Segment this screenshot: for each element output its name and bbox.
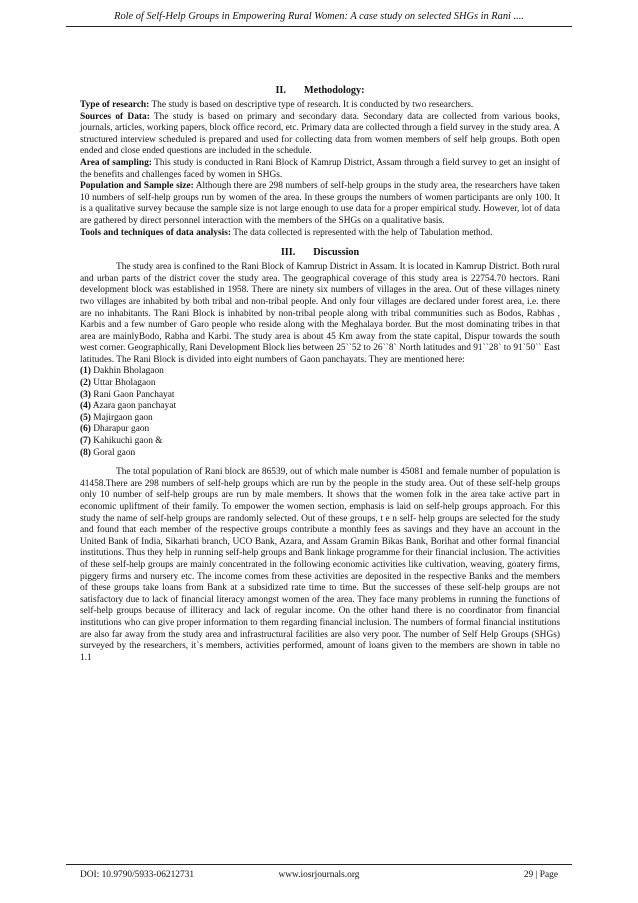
paragraph-text: The study is based on descriptive type of research. It is conducted by two researchers. (149, 100, 474, 110)
doi-text: DOI: 10.9790/5933-06212731 (80, 870, 195, 880)
spacer (80, 239, 560, 247)
article-body (80, 85, 560, 664)
section-title: Methodology: (303, 85, 365, 96)
list-item: (4) Azara gaon panchayat (80, 401, 177, 412)
section-heading-methodology (80, 85, 560, 97)
list-item: (8) Goral gaon (80, 447, 136, 458)
paragraph-text: The data collected is represented with the help of Tabulation method. (231, 227, 493, 238)
list-item: (1) Dakhin Bholagaon (80, 366, 164, 377)
list-item: (7) Kahikuchi gaon & (80, 436, 163, 447)
panchayat-list (80, 366, 560, 459)
paragraph-tools-techniques (80, 228, 560, 240)
paragraph-text: Although there are 298 numbers of self-help groups in the study area, the researchers have taken 10 numbers of self-help groups run by women of the area. In these groups the numbers of women participants are only 100. It is a qualitative survey because the sample size is not large enough to use data for a proper empirical study. However, lot of data are gathered by direct personnel interaction with the members of the SHGs on a qualitative basis. (80, 181, 560, 226)
paragraph-text: The study is based on primary and secondary data. Secondary data are collected from various books, journals, articles, working papers, block office record, etc. Primary data are collected through a field survey in the study area. A structured interview scheduled is prepared and used for collecting data from women members of self help groups. Both open ended and close ended questions are included in the schedule. (80, 111, 560, 157)
journal-website: www.iosrjournals.org (278, 870, 360, 880)
paragraph-label: Sources of Data: (80, 111, 150, 122)
section-heading-discussion (80, 247, 560, 259)
page-number: 29 | Page (523, 870, 558, 880)
list-item: (3) Rani Gaon Panchayat (80, 389, 175, 400)
paragraph-area-of-sampling (80, 158, 560, 181)
section-number: II. (275, 85, 286, 96)
running-head: Role of Self-Help Groups in Empowering Rural Women: A case study on selected SHGs in Rani .... (114, 11, 524, 22)
header-rule (66, 26, 572, 27)
paragraph-label: Type of research: (80, 100, 150, 110)
paragraph-label: Area of sampling: (80, 157, 152, 168)
paragraph-label: Population and Sample size: (80, 181, 194, 192)
footer-rule (66, 864, 572, 865)
paragraph-type-of-research (80, 100, 560, 112)
section-number: III. (280, 247, 296, 259)
list-item: (5) Majirgaon gaon (80, 412, 153, 423)
paragraph-population-sample (80, 181, 560, 227)
paragraph-label: Tools and techniques of data analysis: (80, 227, 231, 238)
paragraph-sources-of-data (80, 112, 560, 158)
list-item: (2) Uttar Bholagaon (80, 378, 156, 389)
paragraph-text: This study is conducted in Rani Block of Kamrup District, Assam through a field survey to get an insight of the benefits and challenges faced by women in SHGs. (80, 157, 560, 180)
list-item: (6) Dharapur gaon (80, 424, 150, 435)
discussion-body-paragraph: The total population of Rani block are 86539, out of which male number is 45081 and female number of population is 41458.There are 298 numbers of self-help groups which are run by the people in the study area. Out of these self-help groups only 10 number of self-help groups are run by male members. It shows that the women folk in the area take active part in economic upliftment of their family. To empower the women section, emphasis is laid on self-help groups approach. For this study the name of self-help groups are randomly selected. Out of these groups, t e n self- help groups are selected for the study and found that each member of the respective groups contribute a monthly fees as savings and they have an account in the United Bank of India, Sikarhati branch, UCO Bank, Azara, and Assam Gramin Bikas Bank, Borihat and other formal financial institutions. Thus they help in running self-help groups and Bank linkage programme for their financial inclusion. The activities of these self-help groups are mainly concentrated in the following economic activities like cultivation, weaving, goatery firms, piggery firms and nursery etc. The income comes from these activities are deposited in the respective Banks and the members of these groups take loans from Bank at a subsidized rate time to time. But the successes of these self-help groups are not satisfactory due to lack of financial literacy amongst women of the area. They face many problems in running the functions of self-help groups because of illiteracy and lack of regular income. On the other hand there is no coordinator from financial institutions who can give proper information to them regarding financial inclusion. The numbers of formal financial institutions are also far away from the study area and infrastructural facilities are also very poor. The number of Self Help Groups (SHGs) surveyed by the researchers, it`s members, activities performed, amount of loans given to the members are shown in table no 1.1 (80, 467, 560, 663)
discussion-intro-paragraph: The study area is confined to the Rani Block of Kamrup District in Assam. It is located in Kamrup District. Both rural and urban parts of the district cover the study area. The geographical coverage of this study area is 22754.70 hectors. Rani development block was established in 1958. There are ninety six numbers of villages in the area. Out of these villages ninety two villages are inhabited by both tribal and non-tribal people. And only four villages are declared under forest area, i.e. there are no inhabitants. The Rani Block is inhabited by non-tribal people along with tribal communities such as Bodos, Rabhas , Karbis and a few number of Garo people who reside along with the Meghalaya border. But the most dominating tribes in that area are mainlyBodo, Rabha and Karbi. The study area is about 45 Km away from the state capital, Dispur towards the south west corner. Geographically, Rani Development Block lies between 25``52 to 26``8` North latitudes and 91``28` to 91`50`` East latitudes. The Rani Block is divided into eight numbers of Gaon panchayats. They are mentioned here: (80, 262, 560, 365)
section-title: Discussion (313, 247, 360, 259)
